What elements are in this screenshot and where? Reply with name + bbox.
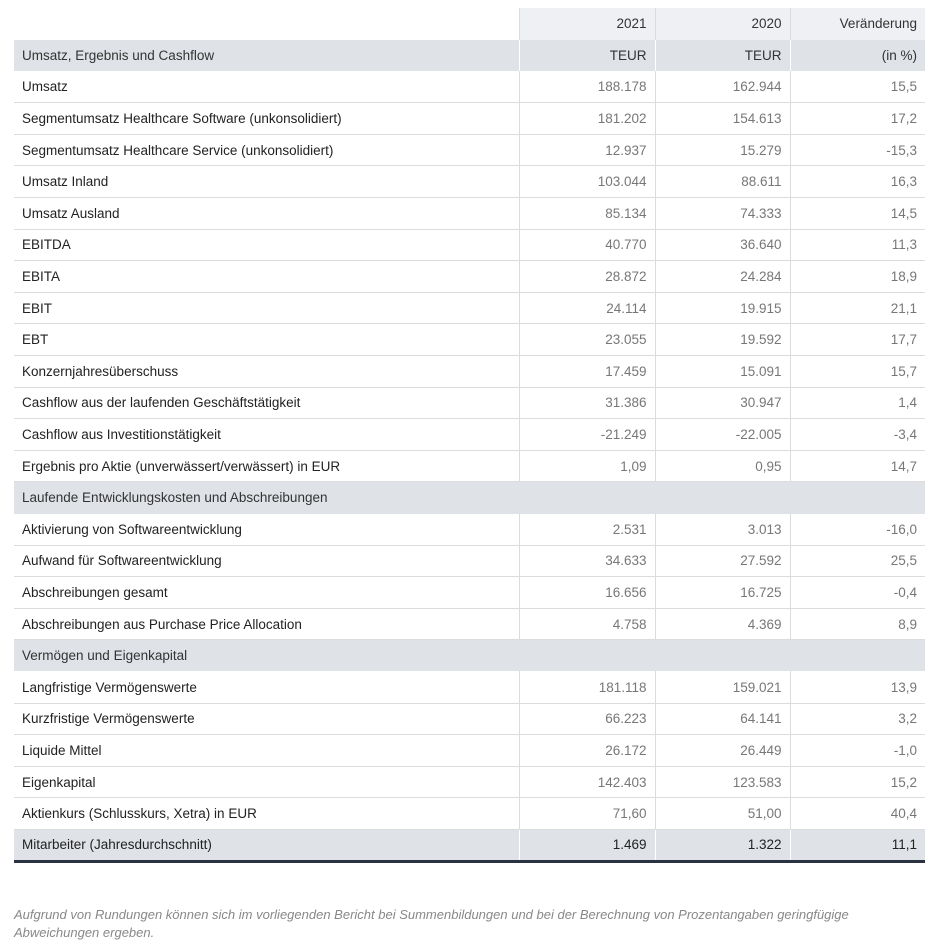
value-2021: 17.459: [519, 356, 655, 388]
value-2021: 85.134: [519, 198, 655, 230]
total-row: [14, 829, 925, 861]
table-row: [14, 198, 925, 230]
table-row: [14, 514, 925, 546]
value-2020: 36.640: [655, 229, 790, 261]
value-2021: -21.249: [519, 419, 655, 451]
value-change: 14,7: [790, 450, 925, 482]
table-row: [14, 419, 925, 451]
value-2021: 24.114: [519, 292, 655, 324]
row-label: EBITDA: [14, 229, 519, 261]
value-2020: 162.944: [655, 71, 790, 103]
table-row: [14, 798, 925, 830]
value-2020: 123.583: [655, 766, 790, 798]
table-row: [14, 71, 925, 103]
value-change: 17,7: [790, 324, 925, 356]
value-2020: 30.947: [655, 387, 790, 419]
value-change: -15,3: [790, 134, 925, 166]
table-row: [14, 261, 925, 293]
value-change: -3,4: [790, 419, 925, 451]
section-title: Umsatz, Ergebnis und Cashflow: [14, 40, 519, 72]
header-row: [14, 8, 925, 40]
row-label: Liquide Mittel: [14, 735, 519, 767]
row-label: Abschreibungen aus Purchase Price Allocation: [14, 608, 519, 640]
value-2021: 1.469: [519, 829, 655, 861]
row-label: Aufwand für Softwareentwicklung: [14, 545, 519, 577]
header-change: Veränderung: [790, 8, 925, 40]
value-2020: 159.021: [655, 671, 790, 703]
key-figures-table: [14, 8, 925, 863]
table-row: [14, 229, 925, 261]
value-2020: 27.592: [655, 545, 790, 577]
value-2020: 26.449: [655, 735, 790, 767]
table-row: [14, 387, 925, 419]
value-2021: 188.178: [519, 71, 655, 103]
section-row: [14, 482, 925, 514]
value-change: 1,4: [790, 387, 925, 419]
value-2021: 71,60: [519, 798, 655, 830]
value-2020: -22.005: [655, 419, 790, 451]
value-2020: 15.091: [655, 356, 790, 388]
value-change: 15,2: [790, 766, 925, 798]
table-row: [14, 450, 925, 482]
value-change: 14,5: [790, 198, 925, 230]
section-row: [14, 640, 925, 672]
value-change: 15,5: [790, 71, 925, 103]
value-2020: 16.725: [655, 577, 790, 609]
footnote: Aufgrund von Rundungen können sich im vorliegenden Bericht bei Summenbildungen und bei der Berechnung von Prozentangaben geringfügige Abweichungen ergeben.: [14, 907, 849, 940]
row-label: Mitarbeiter (Jahresdurchschnitt): [14, 829, 519, 861]
table-row: [14, 134, 925, 166]
value-change: -1,0: [790, 735, 925, 767]
value-2021: 103.044: [519, 166, 655, 198]
value-2020: 0,95: [655, 450, 790, 482]
table-row: [14, 292, 925, 324]
table-row: [14, 577, 925, 609]
table-row: [14, 166, 925, 198]
value-2020: 88.611: [655, 166, 790, 198]
value-2021: 26.172: [519, 735, 655, 767]
value-2021: 40.770: [519, 229, 655, 261]
value-2020: 64.141: [655, 703, 790, 735]
value-2021: 4.758: [519, 608, 655, 640]
row-label: Abschreibungen gesamt: [14, 577, 519, 609]
table-row: [14, 324, 925, 356]
table-row: [14, 766, 925, 798]
value-2020: 24.284: [655, 261, 790, 293]
value-change: 8,9: [790, 608, 925, 640]
value-2021: 181.202: [519, 103, 655, 135]
value-change: 11,3: [790, 229, 925, 261]
value-2021: 31.386: [519, 387, 655, 419]
table-row: [14, 545, 925, 577]
row-label: Konzernjahresüberschuss: [14, 356, 519, 388]
value-2021: 66.223: [519, 703, 655, 735]
value-2020: 4.369: [655, 608, 790, 640]
row-label: Umsatz Ausland: [14, 198, 519, 230]
value-2021: 23.055: [519, 324, 655, 356]
row-label: Segmentumsatz Healthcare Software (unkonsolidiert): [14, 103, 519, 135]
value-change: -16,0: [790, 514, 925, 546]
value-change: 16,3: [790, 166, 925, 198]
section-row: [14, 40, 925, 72]
row-label: Cashflow aus Investitionstätigkeit: [14, 419, 519, 451]
row-label: Aktienkurs (Schlusskurs, Xetra) in EUR: [14, 798, 519, 830]
unit-2020: TEUR: [655, 40, 790, 72]
value-change: 18,9: [790, 261, 925, 293]
row-label: Kurzfristige Vermögenswerte: [14, 703, 519, 735]
table-row: [14, 735, 925, 767]
value-change: 3,2: [790, 703, 925, 735]
row-label: Langfristige Vermögenswerte: [14, 671, 519, 703]
table-row: [14, 703, 925, 735]
value-2020: 154.613: [655, 103, 790, 135]
value-2020: 3.013: [655, 514, 790, 546]
header-2021: 2021: [519, 8, 655, 40]
value-2021: 28.872: [519, 261, 655, 293]
row-label: Eigenkapital: [14, 766, 519, 798]
row-label: Umsatz: [14, 71, 519, 103]
value-2020: 15.279: [655, 134, 790, 166]
value-2021: 1,09: [519, 450, 655, 482]
value-change: 17,2: [790, 103, 925, 135]
table-row: [14, 608, 925, 640]
value-2021: 181.118: [519, 671, 655, 703]
value-2021: 34.633: [519, 545, 655, 577]
value-2021: 142.403: [519, 766, 655, 798]
section-title: Vermögen und Eigenkapital: [14, 640, 519, 672]
table-row: [14, 356, 925, 388]
value-2021: 2.531: [519, 514, 655, 546]
value-2020: 74.333: [655, 198, 790, 230]
row-label: Segmentumsatz Healthcare Service (unkonsolidiert): [14, 134, 519, 166]
table-row: [14, 103, 925, 135]
value-change: -0,4: [790, 577, 925, 609]
value-2020: 51,00: [655, 798, 790, 830]
header-blank-cell: [14, 8, 519, 40]
row-label: Umsatz Inland: [14, 166, 519, 198]
header-2020: 2020: [655, 8, 790, 40]
section-title: Laufende Entwicklungskosten und Abschreibungen: [14, 482, 519, 514]
value-2020: 19.915: [655, 292, 790, 324]
value-2021: 12.937: [519, 134, 655, 166]
value-2021: 16.656: [519, 577, 655, 609]
unit-change: (in %): [790, 40, 925, 72]
row-label: EBIT: [14, 292, 519, 324]
row-label: EBT: [14, 324, 519, 356]
row-label: Aktivierung von Softwareentwicklung: [14, 514, 519, 546]
value-change: 11,1: [790, 829, 925, 861]
value-change: 25,5: [790, 545, 925, 577]
unit-2021: TEUR: [519, 40, 655, 72]
value-change: 15,7: [790, 356, 925, 388]
row-label: Ergebnis pro Aktie (unverwässert/verwässert) in EUR: [14, 450, 519, 482]
value-change: 40,4: [790, 798, 925, 830]
value-change: 21,1: [790, 292, 925, 324]
value-change: 13,9: [790, 671, 925, 703]
row-label: Cashflow aus der laufenden Geschäftstätigkeit: [14, 387, 519, 419]
table-row: [14, 671, 925, 703]
row-label: EBITA: [14, 261, 519, 293]
value-2020: 1.322: [655, 829, 790, 861]
value-2020: 19.592: [655, 324, 790, 356]
